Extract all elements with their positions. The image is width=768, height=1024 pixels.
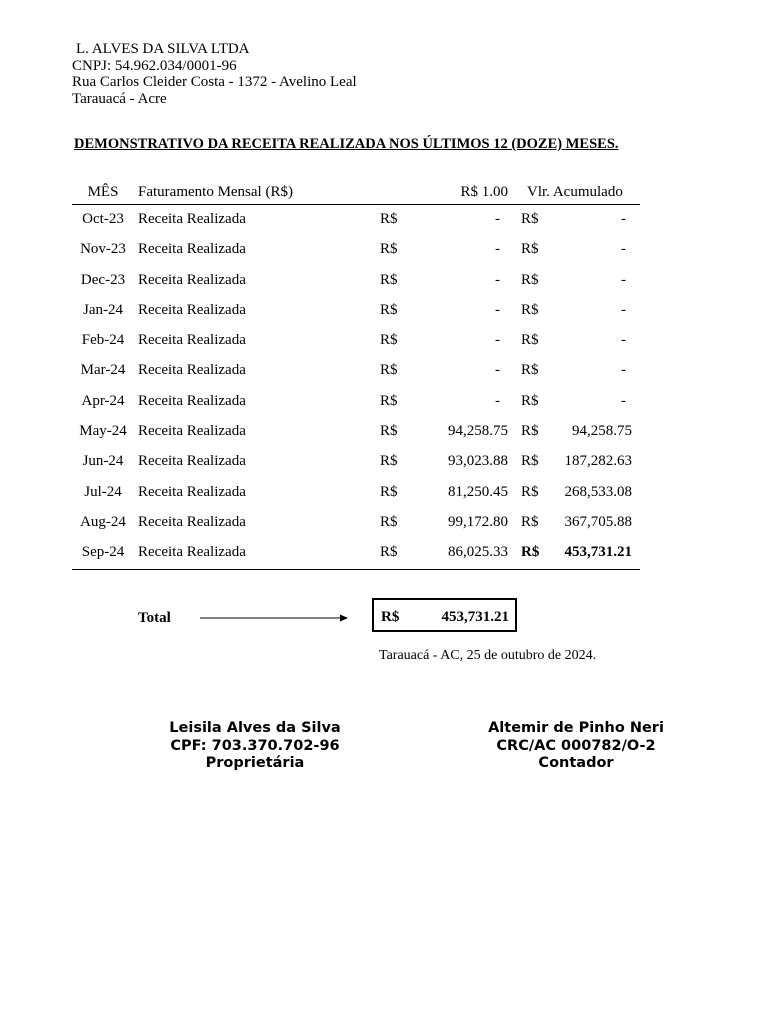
row-currency: R$ (380, 392, 398, 409)
row-accumulated: - (621, 271, 626, 288)
row-accumulated-currency: R$ (521, 301, 539, 318)
row-value: 81,250.45 (448, 483, 508, 500)
row-description: Receita Realizada (138, 211, 246, 227)
row-description: Receita Realizada (138, 483, 246, 500)
row-accumulated-currency: R$ (521, 362, 539, 379)
row-description: Receita Realizada (138, 332, 246, 349)
table-row (72, 478, 640, 508)
total-box (372, 598, 517, 632)
row-value: - (495, 241, 500, 258)
row-description: Receita Realizada (138, 513, 246, 530)
row-description: Receita Realizada (138, 453, 246, 470)
row-currency: R$ (380, 241, 398, 258)
row-month: Mar-24 (80, 362, 126, 379)
row-month: Nov-23 (80, 241, 126, 258)
row-currency: R$ (380, 332, 398, 349)
table-header (72, 180, 640, 205)
row-accumulated-currency: R$ (521, 241, 539, 258)
row-value: 93,023.88 (448, 453, 508, 470)
row-currency: R$ (380, 453, 398, 470)
table-row (72, 356, 640, 386)
signature-name: Altemir de Pinho Neri (488, 720, 664, 736)
table-row (72, 447, 640, 477)
row-month: Dec-23 (80, 271, 126, 288)
table-row (72, 387, 640, 417)
row-accumulated: - (621, 211, 626, 227)
row-description: Receita Realizada (138, 544, 246, 561)
signature-document: CRC/AC 000782/O-2 (496, 737, 656, 754)
row-accumulated-currency: R$ (521, 544, 540, 561)
row-accumulated: - (621, 241, 626, 258)
company-name: L. ALVES DA SILVA LTDA (76, 41, 250, 57)
row-accumulated-currency: R$ (521, 423, 539, 440)
row-accumulated: 453,731.21 (564, 544, 632, 561)
company-address: Rua Carlos Cleider Costa - 1372 - Avelino Leal (72, 74, 357, 90)
table-body (72, 205, 640, 570)
row-currency: R$ (380, 544, 398, 561)
document-title: DEMONSTRATIVO DA RECEITA REALIZADA NOS ÚLTIMOS 12 (DOZE) MESES. (74, 136, 619, 152)
row-value: - (495, 332, 500, 349)
row-month: Jan-24 (83, 301, 123, 318)
row-accumulated: - (621, 392, 626, 409)
header-accumulated: Vlr. Acumulado (527, 184, 623, 200)
signature-document: CPF: 703.370.702-96 (170, 737, 340, 754)
header-month: MÊS (87, 184, 119, 200)
row-currency: R$ (380, 483, 398, 500)
signature-owner (150, 720, 360, 773)
row-value: - (495, 362, 500, 379)
row-month: May-24 (79, 423, 127, 440)
row-accumulated: - (621, 332, 626, 349)
row-accumulated: 367,705.88 (564, 513, 632, 530)
table-row (72, 266, 640, 296)
header-description: Faturamento Mensal (R$) (138, 184, 293, 200)
row-accumulated-currency: R$ (521, 271, 539, 288)
row-month: Apr-24 (81, 392, 125, 409)
table-row (72, 417, 640, 447)
company-cnpj: CNPJ: 54.962.034/0001-96 (72, 57, 237, 74)
row-month: Aug-24 (80, 513, 126, 530)
signature-accountant (470, 720, 682, 773)
row-currency: R$ (380, 362, 398, 379)
total-label: Total (138, 610, 171, 626)
table-row (72, 235, 640, 265)
row-currency: R$ (380, 271, 398, 288)
total-currency: R$ (381, 609, 400, 625)
table-row (72, 205, 640, 235)
table-row (72, 538, 640, 569)
row-accumulated: 94,258.75 (572, 423, 632, 440)
row-currency: R$ (380, 423, 398, 440)
row-value: - (495, 301, 500, 318)
row-description: Receita Realizada (138, 241, 246, 258)
signature-role: Proprietária (205, 755, 305, 771)
row-accumulated-currency: R$ (521, 392, 539, 409)
row-value: 99,172.80 (448, 513, 508, 530)
row-currency: R$ (380, 513, 398, 530)
table-row (72, 326, 640, 356)
signature-role: Contador (538, 755, 614, 771)
row-description: Receita Realizada (138, 301, 246, 318)
row-description: Receita Realizada (138, 423, 246, 440)
row-accumulated-currency: R$ (521, 453, 539, 470)
row-value: 94,258.75 (448, 423, 508, 440)
row-month: Jun-24 (82, 453, 124, 470)
row-description: Receita Realizada (138, 271, 246, 288)
row-value: - (495, 211, 500, 227)
row-month: Sep-24 (81, 544, 125, 561)
row-month: Oct-23 (82, 211, 124, 227)
row-accumulated-currency: R$ (521, 332, 539, 349)
company-header (72, 41, 357, 107)
row-accumulated: 268,533.08 (564, 483, 632, 500)
row-value: - (495, 392, 500, 409)
total-value: 453,731.21 (441, 609, 509, 625)
row-currency: R$ (380, 211, 398, 227)
row-accumulated: 187,282.63 (564, 453, 632, 470)
row-value: - (495, 271, 500, 288)
row-description: Receita Realizada (138, 362, 246, 379)
row-value: 86,025.33 (448, 544, 508, 561)
row-currency: R$ (380, 301, 398, 318)
table-row (72, 508, 640, 538)
signature-name: Leisila Alves da Silva (169, 720, 341, 736)
row-accumulated-currency: R$ (521, 513, 539, 530)
row-accumulated: - (621, 301, 626, 318)
place-date: Tarauacá - AC, 25 de outubro de 2024. (379, 648, 597, 663)
header-value: R$ 1.00 (460, 184, 508, 200)
arrow-right-icon (200, 612, 350, 624)
table-row (72, 296, 640, 326)
row-accumulated-currency: R$ (521, 483, 539, 500)
row-month: Jul-24 (84, 483, 122, 500)
row-description: Receita Realizada (138, 392, 246, 409)
company-city: Tarauacá - Acre (72, 90, 167, 107)
row-accumulated: - (621, 362, 626, 379)
revenue-table (72, 180, 640, 570)
row-month: Feb-24 (81, 332, 125, 349)
row-accumulated-currency: R$ (521, 211, 539, 227)
